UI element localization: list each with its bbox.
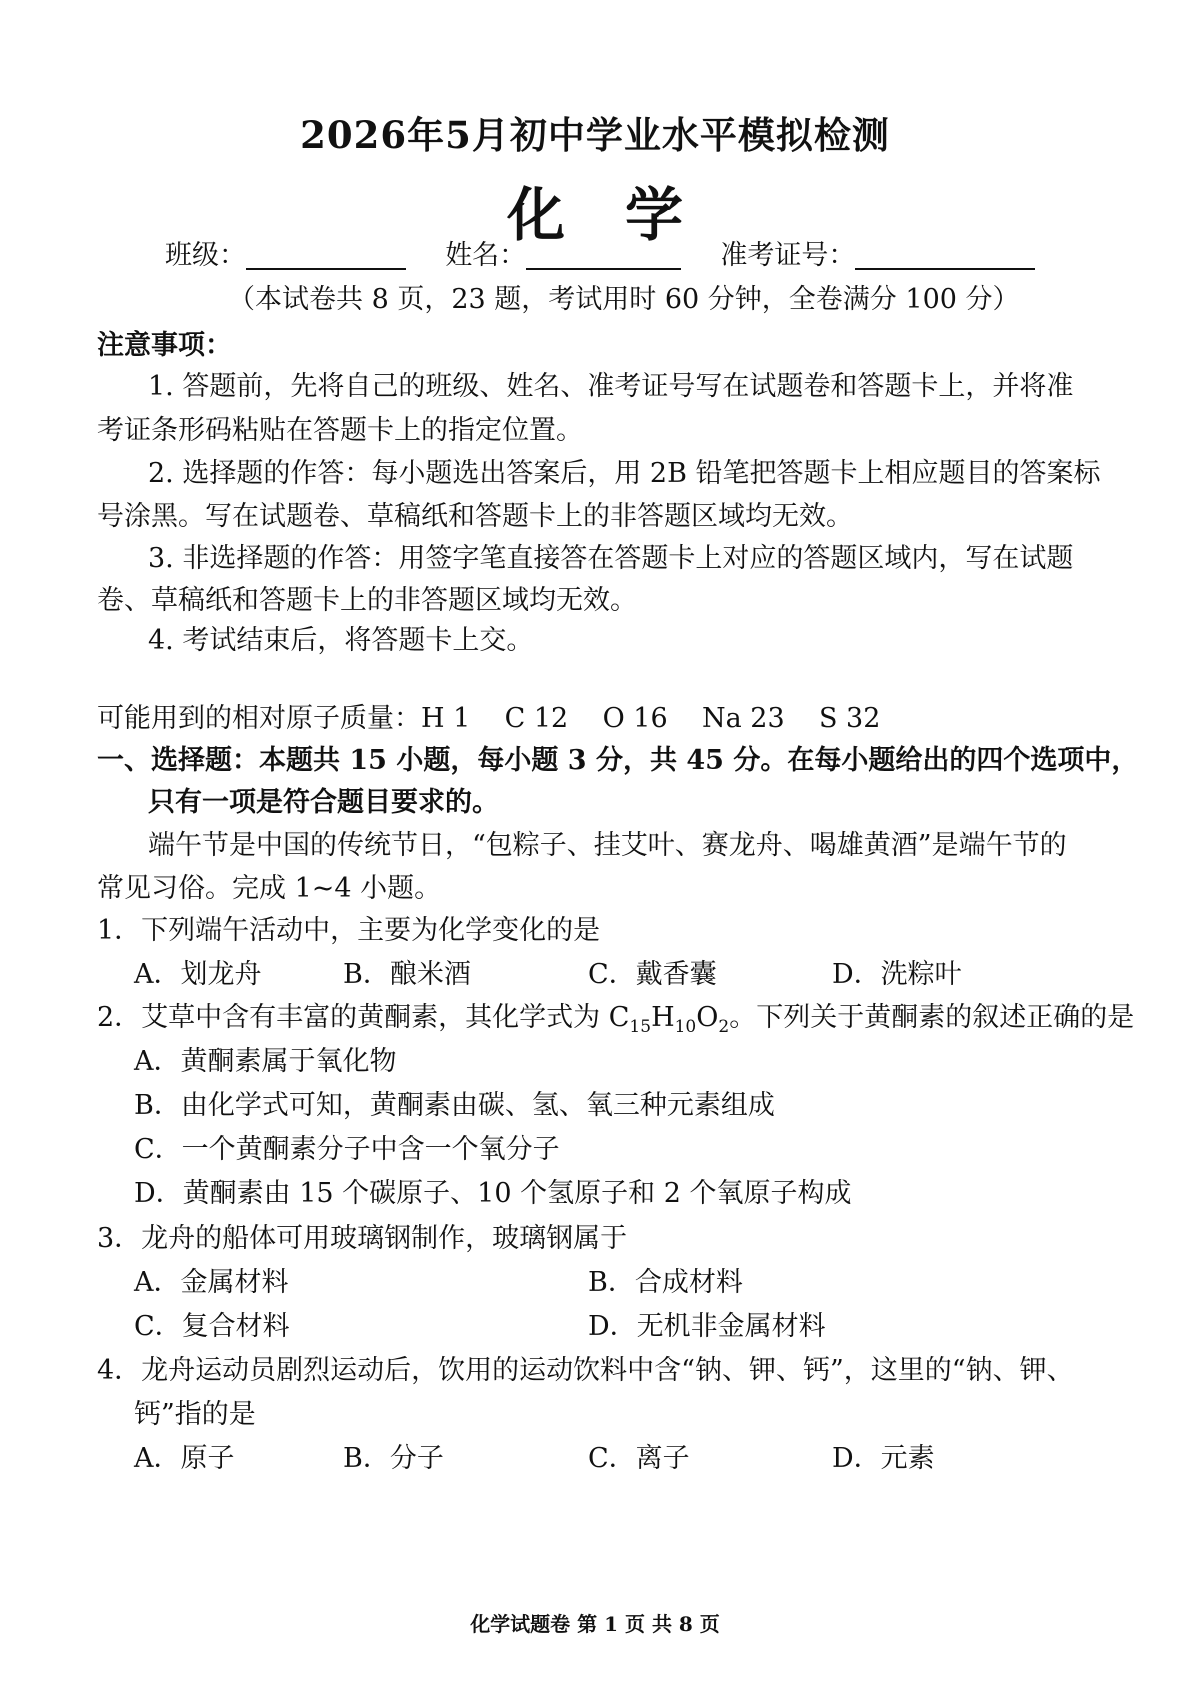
q2-option-c[interactable]: C．一个黄酮素分子中含一个氧分子 — [134, 1134, 560, 1165]
q1-option-c[interactable]: C．戴香囊 — [588, 959, 717, 990]
name-blank[interactable] — [526, 238, 681, 270]
q2-option-a[interactable]: A．黄酮素属于氧化物 — [134, 1046, 397, 1077]
class-label: 班级： — [165, 240, 246, 271]
q2-sub-h: 10 — [674, 1017, 697, 1037]
id-blank[interactable] — [855, 238, 1035, 270]
q4-option-b[interactable]: B．分子 — [343, 1443, 444, 1474]
q4-option-c[interactable]: C．离子 — [588, 1443, 690, 1474]
q1-option-a[interactable]: A．划龙舟 — [134, 959, 262, 990]
atomic-masses: 可能用到的相对原子质量：H 1 C 12 O 16 Na 23 S 32 — [97, 703, 881, 734]
section-1-intro-cont: 常见习俗。完成 1~4 小题。 — [97, 873, 442, 904]
q2-option-b[interactable]: B．由化学式可知，黄酮素由碳、氢、氧三种元素组成 — [134, 1090, 775, 1121]
subject-title: 化学 — [506, 181, 743, 249]
q2-option-d[interactable]: D．黄酮素由 15 个碳原子、10 个氢原子和 2 个氧原子构成 — [134, 1178, 852, 1209]
class-blank[interactable] — [246, 238, 406, 270]
q4-option-d[interactable]: D．元素 — [832, 1443, 935, 1474]
section-1-intro: 端午节是中国的传统节日，“包粽子、挂艾叶、赛龙舟、喝雄黄酒”是端午节的 — [148, 830, 1067, 861]
q4-stem: 4．龙舟运动员剧烈运动后，饮用的运动饮料中含“钠、钾、钙”，这里的“钠、钾、 — [97, 1355, 1074, 1386]
q4-stem-cont: 钙”指的是 — [134, 1399, 256, 1430]
note-3-line-1: 3. 非选择题的作答：用签字笔直接答在答题卡上对应的答题区域内，写在试题 — [148, 543, 1074, 574]
q2-sub-o: 2 — [718, 1017, 730, 1037]
q3-option-a[interactable]: A．金属材料 — [134, 1267, 289, 1298]
q2-stem-post: 。下列关于黄酮素的叙述正确的是 — [729, 1002, 1135, 1033]
q1-stem: 1．下列端午活动中，主要为化学变化的是 — [97, 915, 601, 946]
note-4: 4. 考试结束后，将答题卡上交。 — [148, 625, 534, 656]
note-3-line-2: 卷、草稿纸和答题卡上的非答题区域均无效。 — [97, 585, 637, 616]
q2-stem-pre: 2．艾草中含有丰富的黄酮素，其化学式为 C — [97, 1002, 630, 1033]
notes-heading: 注意事项： — [97, 330, 232, 361]
student-info-row — [165, 238, 1035, 273]
q1-option-b[interactable]: B．酿米酒 — [343, 959, 471, 990]
q3-option-d[interactable]: D．无机非金属材料 — [588, 1311, 826, 1342]
q2-h: H — [651, 1002, 675, 1033]
q3-option-c[interactable]: C．复合材料 — [134, 1311, 290, 1342]
q3-stem: 3．龙舟的船体可用玻璃钢制作，玻璃钢属于 — [97, 1223, 628, 1254]
page-footer: 化学试题卷 第 1 页 共 8 页 — [470, 1612, 720, 1636]
q2-sub-c: 15 — [629, 1017, 652, 1037]
q1-option-d[interactable]: D．洗粽叶 — [832, 959, 962, 990]
note-1-line-1: 1. 答题前，先将自己的班级、姓名、准考证号写在试题卷和答题卡上，并将准 — [148, 371, 1074, 402]
note-2-line-2: 号涂黑。写在试题卷、草稿纸和答题卡上的非答题区域均无效。 — [97, 501, 853, 532]
q3-option-b[interactable]: B．合成材料 — [588, 1267, 743, 1298]
exam-info: （本试卷共 8 页，23 题，考试用时 60 分钟，全卷满分 100 分） — [228, 284, 1020, 315]
section-1-heading: 一、选择题：本题共 15 小题，每小题 3 分，共 45 分。在每小题给出的四个选项中， — [97, 745, 1139, 776]
q2-stem — [97, 1001, 1134, 1035]
id-label: 准考证号： — [720, 240, 856, 271]
section-1-heading-cont: 只有一项是符合题目要求的。 — [148, 787, 499, 818]
q2-o: O — [696, 1002, 719, 1033]
q4-option-a[interactable]: A．原子 — [134, 1443, 235, 1474]
note-2-line-1: 2. 选择题的作答：每小题选出答案后，用 2B 铅笔把答题卡上相应题目的答案标 — [148, 458, 1101, 489]
name-label: 姓名： — [445, 240, 527, 271]
exam-title: 2026年5月初中学业水平模拟检测 — [300, 113, 890, 157]
note-1-line-2: 考证条形码粘贴在答题卡上的指定位置。 — [97, 415, 583, 446]
